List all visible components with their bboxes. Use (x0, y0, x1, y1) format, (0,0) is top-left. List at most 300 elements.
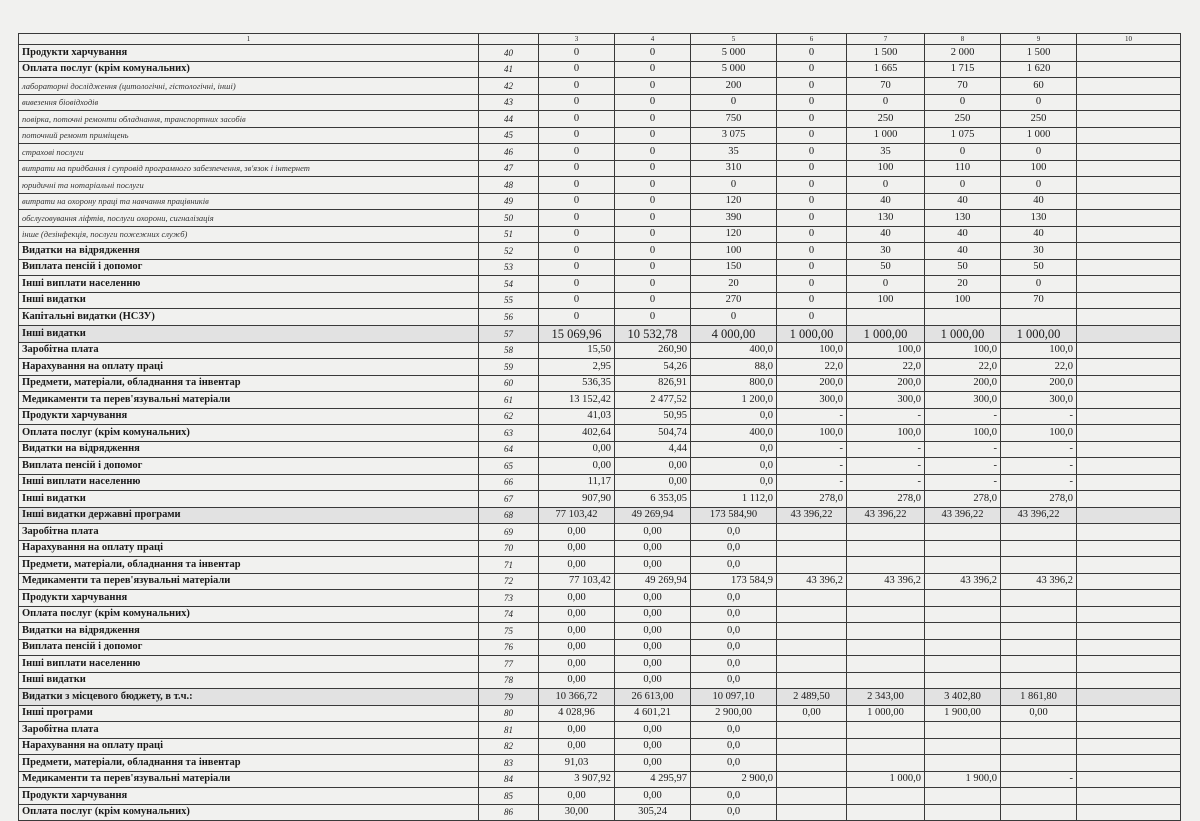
table-row (19, 639, 1181, 656)
cell-value: 100,0 (925, 342, 1001, 359)
row-label: Оплата послуг (крім комунальних) (19, 61, 479, 78)
cell-value: 20 (925, 276, 1001, 293)
cell-value: 0 (925, 144, 1001, 161)
cell-value: 10 366,72 (539, 689, 615, 706)
cell-value: 0 (777, 276, 847, 293)
column-number-row (19, 34, 1181, 45)
table-row (19, 226, 1181, 243)
cell-value (925, 606, 1001, 623)
row-code: 43 (479, 94, 539, 111)
cell-value (1001, 606, 1077, 623)
row-label: лабораторні дослідження (цитологічні, гістологічні, інші) (19, 78, 479, 95)
cell-value: 0 (539, 61, 615, 78)
cell-empty (1077, 94, 1181, 111)
cell-value: 70 (925, 78, 1001, 95)
row-code: 68 (479, 507, 539, 524)
row-code: 62 (479, 408, 539, 425)
row-code: 70 (479, 540, 539, 557)
row-label: Предмети, матеріали, обладнання та інвентар (19, 755, 479, 772)
cell-value: 1 075 (925, 127, 1001, 144)
cell-value: 0,0 (691, 590, 777, 607)
row-label: юридичні та нотаріальні послуги (19, 177, 479, 194)
cell-value: 1 000,00 (777, 325, 847, 342)
cell-value: - (847, 408, 925, 425)
cell-value (777, 524, 847, 541)
row-code: 46 (479, 144, 539, 161)
cell-value: 0 (925, 94, 1001, 111)
row-code: 71 (479, 557, 539, 574)
cell-value: 4,44 (615, 441, 691, 458)
cell-value: 1 000,00 (1001, 325, 1077, 342)
cell-value: 1 000,00 (925, 325, 1001, 342)
cell-value: 43 396,2 (847, 573, 925, 590)
row-label: Нарахування на оплату праці (19, 359, 479, 376)
cell-value: 1 000 (1001, 127, 1077, 144)
cell-empty (1077, 144, 1181, 161)
cell-value: 0,00 (615, 474, 691, 491)
row-code: 85 (479, 788, 539, 805)
cell-value: 0 (615, 193, 691, 210)
cell-value: 0,00 (539, 441, 615, 458)
cell-value: 173 584,90 (691, 507, 777, 524)
cell-value: 1 000 (847, 127, 925, 144)
cell-value: 100,0 (777, 342, 847, 359)
cell-value: 77 103,42 (539, 507, 615, 524)
cell-empty (1077, 259, 1181, 276)
row-code: 45 (479, 127, 539, 144)
cell-value: 0,0 (691, 623, 777, 640)
row-label: Інші програми (19, 705, 479, 722)
cell-value: 2,95 (539, 359, 615, 376)
cell-value: 0,00 (615, 755, 691, 772)
cell-value (925, 804, 1001, 821)
cell-value: 30,00 (539, 804, 615, 821)
row-code: 82 (479, 738, 539, 755)
row-code: 49 (479, 193, 539, 210)
cell-value (847, 788, 925, 805)
cell-value: 110 (925, 160, 1001, 177)
row-label: Заробітна плата (19, 342, 479, 359)
table-row (19, 722, 1181, 739)
cell-value: 0 (539, 292, 615, 309)
table-row (19, 210, 1181, 227)
table-body (19, 34, 1181, 821)
row-code: 63 (479, 425, 539, 442)
row-label: Інші виплати населенню (19, 474, 479, 491)
table-row (19, 672, 1181, 689)
table-row (19, 441, 1181, 458)
cell-value: 0 (539, 160, 615, 177)
cell-value: 11,17 (539, 474, 615, 491)
cell-value: 1 112,0 (691, 491, 777, 508)
row-code: 81 (479, 722, 539, 739)
row-label: витрати на придбання і супровід програмного забезпечення, зв'язок і інтернет (19, 160, 479, 177)
cell-value: 40 (847, 226, 925, 243)
cell-value: - (777, 458, 847, 475)
row-label: Інші видатки (19, 325, 479, 342)
cell-value: 0 (615, 78, 691, 95)
cell-value: 0 (539, 127, 615, 144)
cell-value (777, 722, 847, 739)
row-code: 72 (479, 573, 539, 590)
cell-value: 300,0 (847, 392, 925, 409)
row-label: Оплата послуг (крім комунальних) (19, 425, 479, 442)
cell-value: 278,0 (1001, 491, 1077, 508)
cell-value: 3 402,80 (925, 689, 1001, 706)
row-label: Інші видатки державні програми (19, 507, 479, 524)
cell-value (1001, 623, 1077, 640)
table-row (19, 557, 1181, 574)
cell-value: 0,00 (615, 623, 691, 640)
cell-value: 270 (691, 292, 777, 309)
cell-value: 0,0 (691, 540, 777, 557)
cell-value: 0,0 (691, 557, 777, 574)
cell-value (925, 738, 1001, 755)
cell-value (1001, 722, 1077, 739)
cell-value: 0 (1001, 94, 1077, 111)
cell-value: 5 000 (691, 45, 777, 62)
row-label: поточний ремонт приміщень (19, 127, 479, 144)
cell-value: 3 075 (691, 127, 777, 144)
cell-value (777, 788, 847, 805)
cell-value: 300,0 (925, 392, 1001, 409)
row-label: Капітальні видатки (НСЗУ) (19, 309, 479, 326)
cell-value: 0 (539, 226, 615, 243)
cell-value: 22,0 (925, 359, 1001, 376)
cell-empty (1077, 425, 1181, 442)
cell-value: 13 152,42 (539, 392, 615, 409)
cell-value: 0 (777, 309, 847, 326)
row-label: Інші виплати населенню (19, 656, 479, 673)
table-row (19, 788, 1181, 805)
cell-value: 0 (539, 144, 615, 161)
cell-value: 0 (777, 226, 847, 243)
row-label: Інші видатки (19, 672, 479, 689)
cell-value: 0,00 (777, 705, 847, 722)
row-label: Продукти харчування (19, 788, 479, 805)
cell-empty (1077, 111, 1181, 128)
cell-value: 250 (1001, 111, 1077, 128)
column-number: 4 (615, 34, 691, 45)
cell-value: 0 (777, 61, 847, 78)
cell-value: 0,00 (539, 656, 615, 673)
cell-value: 50 (1001, 259, 1077, 276)
column-number: 5 (691, 34, 777, 45)
row-code: 57 (479, 325, 539, 342)
cell-value: 0,00 (1001, 705, 1077, 722)
table-row (19, 61, 1181, 78)
cell-value: 0,00 (539, 738, 615, 755)
cell-value (1001, 656, 1077, 673)
row-code: 52 (479, 243, 539, 260)
cell-value: 130 (847, 210, 925, 227)
row-label: Інші видатки (19, 292, 479, 309)
row-label: витрати на охорону праці та навчання працівників (19, 193, 479, 210)
cell-empty (1077, 507, 1181, 524)
cell-value: 0 (777, 144, 847, 161)
cell-value: - (1001, 408, 1077, 425)
cell-value: 43 396,2 (1001, 573, 1077, 590)
cell-value: 536,35 (539, 375, 615, 392)
cell-value (847, 590, 925, 607)
cell-value (777, 804, 847, 821)
cell-value: 0 (615, 127, 691, 144)
table-row (19, 771, 1181, 788)
cell-value: 2 343,00 (847, 689, 925, 706)
cell-value: 300,0 (1001, 392, 1077, 409)
table-row (19, 524, 1181, 541)
cell-value: 43 396,2 (777, 573, 847, 590)
cell-value: 200,0 (1001, 375, 1077, 392)
cell-value: - (847, 474, 925, 491)
cell-value (925, 590, 1001, 607)
cell-value: - (847, 458, 925, 475)
cell-empty (1077, 458, 1181, 475)
row-label: Предмети, матеріали, обладнання та інвентар (19, 557, 479, 574)
cell-value (777, 656, 847, 673)
cell-value (847, 540, 925, 557)
cell-value: - (1001, 441, 1077, 458)
cell-value: 0 (539, 259, 615, 276)
row-code: 40 (479, 45, 539, 62)
cell-value: 0 (539, 111, 615, 128)
cell-value: 0 (777, 243, 847, 260)
table-row (19, 144, 1181, 161)
cell-value: 0 (615, 226, 691, 243)
cell-empty (1077, 540, 1181, 557)
cell-value: 0,00 (615, 738, 691, 755)
cell-value: 0 (539, 94, 615, 111)
cell-value: 0 (539, 45, 615, 62)
table-row (19, 474, 1181, 491)
cell-value (847, 738, 925, 755)
cell-value: 278,0 (925, 491, 1001, 508)
row-code: 64 (479, 441, 539, 458)
cell-value (777, 771, 847, 788)
table-row (19, 738, 1181, 755)
cell-value: 10 532,78 (615, 325, 691, 342)
cell-value: 0 (1001, 177, 1077, 194)
cell-value: 40 (925, 243, 1001, 260)
row-label: страхові послуги (19, 144, 479, 161)
cell-value: 100 (1001, 160, 1077, 177)
cell-empty (1077, 292, 1181, 309)
cell-empty (1077, 325, 1181, 342)
row-label: Виплата пенсій і допомог (19, 458, 479, 475)
cell-value: 120 (691, 226, 777, 243)
cell-empty (1077, 243, 1181, 260)
table-row (19, 408, 1181, 425)
cell-value (1001, 540, 1077, 557)
cell-value: 1 200,0 (691, 392, 777, 409)
cell-value: 750 (691, 111, 777, 128)
table-row (19, 45, 1181, 62)
cell-value: 4 028,96 (539, 705, 615, 722)
row-label: Виплата пенсій і допомог (19, 639, 479, 656)
table-row (19, 705, 1181, 722)
column-number: 10 (1077, 34, 1181, 45)
cell-value: - (777, 408, 847, 425)
cell-value: 400,0 (691, 342, 777, 359)
cell-value: 49 269,94 (615, 507, 691, 524)
cell-value: - (1001, 771, 1077, 788)
cell-empty (1077, 606, 1181, 623)
table-row (19, 193, 1181, 210)
cell-empty (1077, 177, 1181, 194)
cell-value: 0 (615, 259, 691, 276)
cell-value: 0 (777, 78, 847, 95)
cell-value: 35 (847, 144, 925, 161)
cell-value: 1 665 (847, 61, 925, 78)
cell-value: 43 396,22 (847, 507, 925, 524)
row-code: 54 (479, 276, 539, 293)
cell-value: 43 396,22 (777, 507, 847, 524)
table-row (19, 276, 1181, 293)
cell-value: 0 (615, 210, 691, 227)
cell-value: 0,00 (615, 540, 691, 557)
cell-value: 70 (1001, 292, 1077, 309)
cell-value: 0,00 (539, 606, 615, 623)
cell-value: 91,03 (539, 755, 615, 772)
cell-value: 310 (691, 160, 777, 177)
cell-value: 390 (691, 210, 777, 227)
cell-value: 0 (847, 276, 925, 293)
cell-value: 278,0 (777, 491, 847, 508)
cell-value: 100,0 (1001, 342, 1077, 359)
cell-empty (1077, 705, 1181, 722)
cell-value: 0,00 (539, 458, 615, 475)
cell-value: 0,00 (539, 722, 615, 739)
column-number: 7 (847, 34, 925, 45)
cell-value: 0,0 (691, 755, 777, 772)
row-label: Оплата послуг (крім комунальних) (19, 804, 479, 821)
cell-value: 0,0 (691, 606, 777, 623)
cell-empty (1077, 672, 1181, 689)
table-row (19, 623, 1181, 640)
cell-value: 40 (925, 226, 1001, 243)
cell-empty (1077, 359, 1181, 376)
cell-empty (1077, 226, 1181, 243)
cell-empty (1077, 78, 1181, 95)
cell-value: 200,0 (925, 375, 1001, 392)
table-row (19, 325, 1181, 342)
cell-value: 0,0 (691, 656, 777, 673)
cell-value (847, 656, 925, 673)
cell-value: 1 000,0 (847, 771, 925, 788)
cell-value: 0 (925, 177, 1001, 194)
cell-value: 2 489,50 (777, 689, 847, 706)
cell-empty (1077, 491, 1181, 508)
table-row (19, 590, 1181, 607)
row-code: 67 (479, 491, 539, 508)
row-code: 60 (479, 375, 539, 392)
cell-value: 26 613,00 (615, 689, 691, 706)
cell-value: - (925, 408, 1001, 425)
row-code: 73 (479, 590, 539, 607)
column-number: 8 (925, 34, 1001, 45)
cell-value: 0,0 (691, 441, 777, 458)
row-code: 59 (479, 359, 539, 376)
row-label: Інші видатки (19, 491, 479, 508)
cell-value: 0,0 (691, 524, 777, 541)
cell-value (1001, 639, 1077, 656)
cell-value: 15 069,96 (539, 325, 615, 342)
cell-value: 0,00 (539, 672, 615, 689)
table-row (19, 656, 1181, 673)
cell-empty (1077, 573, 1181, 590)
row-code: 41 (479, 61, 539, 78)
cell-value: 43 396,2 (925, 573, 1001, 590)
cell-value: 40 (1001, 226, 1077, 243)
cell-empty (1077, 639, 1181, 656)
cell-value: 200,0 (847, 375, 925, 392)
row-label: Продукти харчування (19, 590, 479, 607)
cell-value: - (847, 441, 925, 458)
cell-value: 0 (539, 78, 615, 95)
row-label: Видатки на відрядження (19, 243, 479, 260)
cell-empty (1077, 210, 1181, 227)
cell-value: 22,0 (847, 359, 925, 376)
row-code: 80 (479, 705, 539, 722)
cell-value (925, 623, 1001, 640)
cell-value: 0,00 (615, 639, 691, 656)
cell-value (925, 722, 1001, 739)
cell-value: 0,00 (539, 788, 615, 805)
cell-value: 0,00 (539, 590, 615, 607)
row-code: 69 (479, 524, 539, 541)
row-code: 76 (479, 639, 539, 656)
row-code: 78 (479, 672, 539, 689)
cell-value (847, 755, 925, 772)
cell-value: 0,00 (539, 540, 615, 557)
cell-empty (1077, 309, 1181, 326)
row-label: Медикаменти та перев'язувальні матеріали (19, 573, 479, 590)
cell-value: - (925, 474, 1001, 491)
cell-value: 120 (691, 193, 777, 210)
cell-value: 173 584,9 (691, 573, 777, 590)
row-label: Продукти харчування (19, 408, 479, 425)
cell-value: 800,0 (691, 375, 777, 392)
cell-value: - (1001, 458, 1077, 475)
cell-value: 20 (691, 276, 777, 293)
cell-value: 88,0 (691, 359, 777, 376)
cell-value: 43 396,22 (925, 507, 1001, 524)
cell-value (847, 606, 925, 623)
row-label: Виплата пенсій і допомог (19, 259, 479, 276)
row-code: 66 (479, 474, 539, 491)
cell-value (925, 524, 1001, 541)
cell-value: 5 000 (691, 61, 777, 78)
row-label: Заробітна плата (19, 524, 479, 541)
cell-value: 100,0 (925, 425, 1001, 442)
cell-empty (1077, 524, 1181, 541)
cell-value: 130 (925, 210, 1001, 227)
cell-value: - (777, 441, 847, 458)
cell-value: 0 (777, 292, 847, 309)
row-code: 55 (479, 292, 539, 309)
row-code: 74 (479, 606, 539, 623)
cell-value: 0 (777, 127, 847, 144)
table-row (19, 458, 1181, 475)
cell-value: 0,00 (615, 672, 691, 689)
row-code: 84 (479, 771, 539, 788)
column-number: 6 (777, 34, 847, 45)
row-label: обслуговування ліфтів, послуги охорони, сигналізація (19, 210, 479, 227)
cell-empty (1077, 590, 1181, 607)
cell-value: 0,00 (615, 722, 691, 739)
cell-value (1001, 309, 1077, 326)
cell-value: 50,95 (615, 408, 691, 425)
